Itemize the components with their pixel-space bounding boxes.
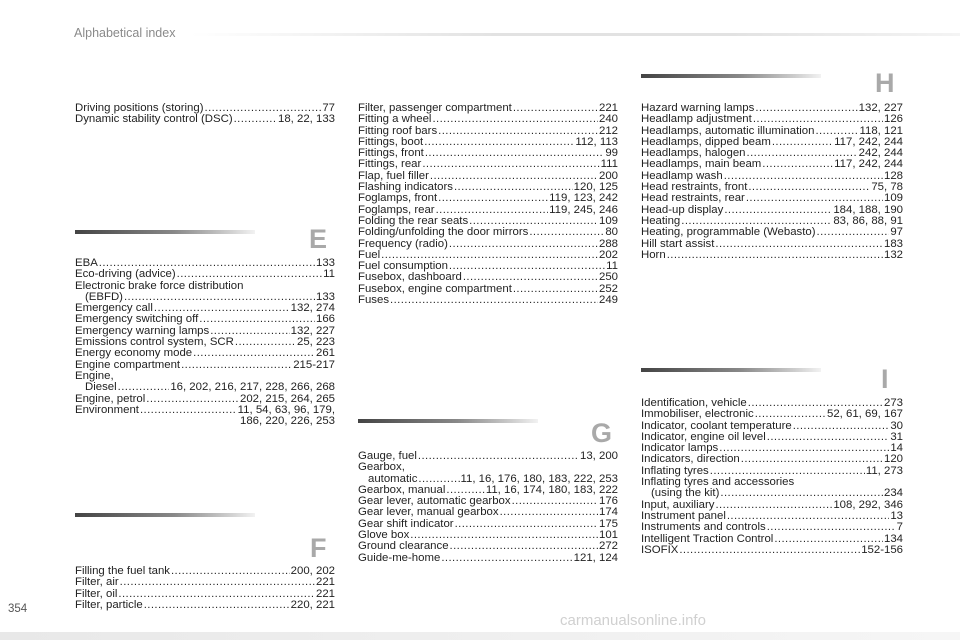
dot-leader [418,451,579,462]
dot-leader [390,295,598,306]
index-term: Indicator, coolant temperature [641,419,792,432]
index-page-refs: 117, 242, 244 [834,158,903,171]
index-page-refs: 132 [883,248,903,261]
dot-leader [181,360,292,371]
index-term: Folding the rear seats [358,214,469,227]
index-entry-row [358,193,618,204]
index-term: Head restraints, front [641,181,748,194]
index-term: Folding/unfolding the door mirrors [358,226,529,239]
index-term: Immobiliser, electronic [641,408,754,421]
index-entry [641,522,903,533]
index-page-refs: 52, 61, 69, 167 [826,408,903,421]
index-term: Ground clearance [358,540,449,553]
index-entry-row [358,295,618,306]
index-page-refs: 166 [315,313,335,326]
index-term: Gearbox, manual [358,483,446,496]
dot-leader [424,137,574,148]
index-page-refs: 249 [598,294,618,307]
index-page-refs: 11, 273 [865,464,903,477]
index-term: Identification, vehicle [641,397,747,409]
dot-leader [512,496,598,507]
index-entry-row [641,114,903,125]
index-entry [358,239,618,250]
index-group-f [75,566,335,611]
dot-leader [432,114,598,125]
index-entry-row [358,541,618,552]
dot-leader [755,409,826,420]
index-term: Foglamps, front [358,192,438,205]
dot-leader [140,405,237,416]
index-page-refs: 83, 86, 88, 91 [833,214,903,227]
index-entry [75,405,335,428]
index-entry-row [641,545,903,556]
index-term: Engine, [75,369,114,382]
index-term: Horn [641,248,666,261]
index-page-refs: 202 [598,248,618,261]
section-letter-i: I [881,364,889,394]
index-group-e [75,258,335,427]
index-page-refs: 200, 202 [290,565,335,577]
index-term: Fittings, boot [358,135,424,148]
index-entry-row [641,239,903,250]
index-term: Headlamps, dipped beam [641,135,771,148]
index-entry [358,193,618,204]
index-page-refs: 242, 244 [858,147,903,160]
index-entry-row [358,114,618,125]
index-entry [75,269,335,280]
index-term: (using the kit) [651,487,720,500]
dot-leader [118,382,170,393]
dot-leader [438,126,598,137]
index-page-refs: 109 [883,192,903,205]
index-term: Headlamps, halogen [641,147,746,160]
index-term: Head restraints, rear [641,192,745,205]
index-page-refs: 13 [890,509,903,522]
index-page-refs: 25, 223 [296,336,335,349]
dot-leader [817,227,890,238]
section-letter-g: G [591,418,613,448]
index-page-refs: 16, 202, 216, 217, 228, 266, 268 [170,381,335,394]
index-entry-row [358,553,618,564]
index-term: Fitting a wheel [358,113,432,126]
index-page-refs: 80 [605,226,618,239]
index-page-refs: 121, 124 [573,551,618,564]
dot-leader [438,193,548,204]
index-term: Flap, fuel filler [358,169,429,182]
dot-leader [529,227,604,238]
index-page-refs: 120 [883,453,903,466]
index-entry [358,553,618,564]
index-page-refs: 252 [598,282,618,295]
dot-leader [425,148,604,159]
index-term: ISOFIX [641,543,679,556]
dot-leader [430,171,598,182]
dot-leader [120,577,315,588]
index-entry [358,284,618,295]
index-page-refs: 132, 227 [858,102,903,114]
index-entry-row [75,382,335,393]
dot-leader [146,394,239,405]
dot-leader [513,284,598,295]
index-term: Energy economy mode [75,347,193,360]
index-term: Emergency warning lamps [75,324,210,337]
index-page-refs: 31 [890,430,903,443]
index-term: Filter, passenger compartment [358,102,512,114]
section-divider-e [75,230,255,234]
index-term: automatic [368,472,418,485]
dot-leader [767,432,890,443]
dot-leader [235,337,296,348]
watermark: carmanualsonline.info [560,612,706,629]
index-page-refs: 112, 113 [575,135,618,148]
footer-band [0,632,960,640]
index-term: Instrument panel [641,509,726,522]
index-page-refs: 272 [598,540,618,553]
index-page-refs: 11 [606,260,618,273]
index-entry-row [75,269,335,280]
index-entry-row [75,114,335,125]
section-divider-f [75,513,255,517]
index-group-h [641,103,903,261]
index-entry-row [641,250,903,261]
dot-leader [118,589,315,600]
index-page-refs: 14 [890,442,903,455]
index-entry [641,488,903,499]
index-entry [358,114,618,125]
index-page-refs: 133 [315,257,335,269]
index-entry [641,239,903,250]
index-term: Head-up display [641,203,724,216]
index-page-refs: 212 [598,124,618,137]
index-page-refs: 99 [605,147,618,160]
dot-leader [724,171,883,182]
dot-leader [762,159,833,170]
index-term: Environment [75,403,139,416]
index-term: Eco-driving (advice) [75,268,176,281]
index-term: Intelligent Traction Control [641,532,774,545]
dot-leader [715,239,883,250]
index-term: EBA [75,257,98,269]
index-entry-row [75,360,335,371]
index-entry-row [641,522,903,533]
index-term: Headlamp wash [641,169,723,182]
index-page-refs: 108, 292, 346 [833,498,903,511]
index-entry [75,114,335,125]
index-term: Emergency switching off [75,313,199,326]
index-entry [641,409,903,420]
index-term: Gauge, fuel [358,450,417,462]
page-header-title: Alphabetical index [74,26,176,40]
index-page-refs: 240 [598,113,618,126]
index-term: Filter, particle [75,598,143,611]
dot-leader [449,261,605,272]
index-page-refs: 183 [883,237,903,250]
index-term: Fuses [358,294,390,307]
index-term: Inflating tyres and accessories [641,476,795,489]
index-page-refs: 134 [883,532,903,545]
dot-leader [720,488,883,499]
index-term: Foglamps, rear [358,203,435,216]
dot-leader [667,250,883,261]
index-term: Filter, air [75,576,119,589]
dot-leader [441,553,572,564]
index-entry-row [358,284,618,295]
index-term: Fittings, front [358,147,424,160]
index-page-refs: 261 [315,347,335,360]
index-entry [641,227,903,238]
dot-leader [513,103,598,114]
dot-leader [741,454,883,465]
section-divider-h [641,74,821,78]
index-term: Headlamps, automatic illumination [641,124,815,137]
index-term: Gear lever, manual gearbox [358,506,499,519]
index-term: Inflating tyres [641,464,709,477]
index-term: Engine, petrol [75,392,146,405]
index-page-refs: 234 [883,487,903,500]
index-entry [641,193,903,204]
index-page-refs: 101 [598,529,618,542]
index-term: Fusebox, dashboard [358,271,462,284]
index-group-i [641,398,903,556]
dot-leader [144,600,290,611]
index-entry [358,541,618,552]
index-term: Hill start assist [641,237,715,250]
index-page-refs: 7 [896,521,903,534]
index-entry [641,250,903,261]
dot-leader [500,507,598,518]
index-page-refs: 18, 22, 133 [277,113,335,126]
dot-leader [772,137,833,148]
index-group-f-continued [358,103,618,306]
index-term: Indicator, engine oil level [641,430,766,443]
index-term: Gearbox, [358,461,405,474]
index-term: Input, auxiliary [641,498,715,511]
index-term: Headlamps, main beam [641,158,762,171]
dot-leader [753,114,883,125]
index-page-refs: 119, 123, 242 [549,192,618,205]
index-entry [358,227,618,238]
index-entry-row [75,600,335,611]
dot-leader [422,159,599,170]
index-page-refs: 126 [883,113,903,126]
index-entry-row [358,462,618,473]
index-page-refs: 77 [322,102,335,114]
index-term: Indicators, direction [641,453,740,466]
index-page-refs-continued: 186, 220, 226, 253 [239,415,335,428]
dot-leader [449,239,598,250]
index-term: Fuel [358,248,381,261]
index-page-refs: 13, 200 [579,450,618,462]
index-page-refs: 97 [890,226,903,239]
index-entry [358,295,618,306]
index-page-refs: 221 [315,587,335,600]
index-entry [641,114,903,125]
index-term: Flashing indicators [358,181,453,194]
index-entry-row [358,227,618,238]
index-term: Emissions control system, SCR [75,336,234,349]
index-page-refs: 120, 125 [573,181,618,194]
index-group-d [75,103,335,126]
section-letter-f: F [310,533,327,563]
index-page-refs: 11, 54, 63, 96, 179, [237,403,335,416]
index-page-refs: 11 [323,268,335,281]
index-term: Frequency (radio) [358,237,448,250]
index-page-refs: 117, 242, 244 [834,135,903,148]
index-page-refs: 221 [598,102,618,114]
dot-leader [748,182,870,193]
index-term: Fittings, rear [358,158,422,171]
index-term: Indicator lamps [641,442,719,455]
index-term: Diesel [85,381,117,394]
dot-leader [177,269,323,280]
index-entry [75,600,335,611]
index-term: Fusebox, engine compartment [358,282,512,295]
index-term: Filter, oil [75,587,118,600]
dot-leader [719,443,889,454]
index-term: Dynamic stability control (DSC) [75,113,233,126]
index-term: Driving positions (storing) [75,102,204,114]
index-page-refs: 119, 245, 246 [549,203,618,216]
index-term: Heating [641,214,681,227]
index-page-refs: 273 [883,397,903,409]
index-term: (EBFD) [85,290,123,303]
dot-leader [679,545,860,556]
index-page-refs: 174 [598,506,618,519]
index-term: Engine compartment [75,358,181,371]
dot-leader [171,566,290,577]
index-page-refs: 133 [315,290,335,303]
index-entry-row [75,348,335,359]
index-page-refs: 75, 78 [871,181,903,194]
dot-leader [746,193,883,204]
section-letter-h: H [875,68,895,98]
index-page-refs: 128 [883,169,903,182]
index-term: Instruments and controls [641,521,766,534]
dot-leader [234,114,277,125]
index-page-refs: 288 [598,237,618,250]
dot-leader [193,348,315,359]
section-divider-g [358,419,538,423]
index-term: Guide-me-home [358,551,441,564]
index-entry-row [75,577,335,588]
index-entry [75,348,335,359]
index-term: Fitting roof bars [358,124,438,137]
index-term: Headlamp adjustment [641,113,752,126]
index-page-refs: 184, 188, 190 [833,203,903,216]
index-term: Electronic brake force distribution [75,279,244,292]
index-page-refs: 175 [598,517,618,530]
index-page-refs: 109 [598,214,618,227]
dot-leader [767,522,896,533]
index-page-refs: 221 [315,576,335,589]
index-term: Hazard warning lamps [641,102,755,114]
index-entry-row [641,488,903,499]
index-entry [358,462,618,473]
dot-leader [755,103,857,114]
dot-leader [450,541,598,552]
index-page-refs: 152-156 [861,543,903,556]
dot-leader [793,421,890,432]
index-page-refs: 111 [600,158,618,171]
page-number: 354 [8,603,28,615]
index-page-refs: 11, 16, 174, 180, 183, 222 [485,483,618,496]
index-entry-row [641,227,903,238]
section-divider-i [641,368,821,372]
header-divider [190,33,960,36]
index-page-refs: 132, 227 [290,324,335,337]
index-term: Emergency call [75,302,153,315]
dot-leader [715,500,832,511]
index-page-refs: 30 [890,419,903,432]
index-entry-row [358,239,618,250]
index-term: Gear shift indicator [358,517,454,530]
index-group-g [358,451,618,564]
index-page-refs: 250 [598,271,618,284]
index-entry [75,360,335,371]
dot-leader [455,519,598,530]
index-term: Filling the fuel tank [75,565,170,577]
index-page-refs: 202, 215, 264, 265 [239,392,335,405]
index-entry [75,382,335,393]
index-page-refs: 118, 121 [859,124,903,137]
dot-leader [724,205,832,216]
index-term: Heating, programmable (Webasto) [641,226,816,239]
index-entry [75,577,335,588]
index-term: Gear lever, automatic gearbox [358,495,511,508]
index-page-refs: 200 [598,169,618,182]
index-term: Glove box [358,529,410,542]
index-page-refs: 132, 274 [290,302,335,315]
index-entry-row [641,409,903,420]
index-page-refs: 11, 16, 176, 180, 183, 222, 253 [460,472,618,485]
index-page-refs: 176 [598,495,618,508]
section-letter-e: E [309,224,328,254]
index-entry-row [641,193,903,204]
index-term: Fuel consumption [358,260,448,273]
index-page-refs: 220, 221 [290,598,335,611]
index-entry [641,545,903,556]
index-page-refs: 215-217 [293,358,335,371]
